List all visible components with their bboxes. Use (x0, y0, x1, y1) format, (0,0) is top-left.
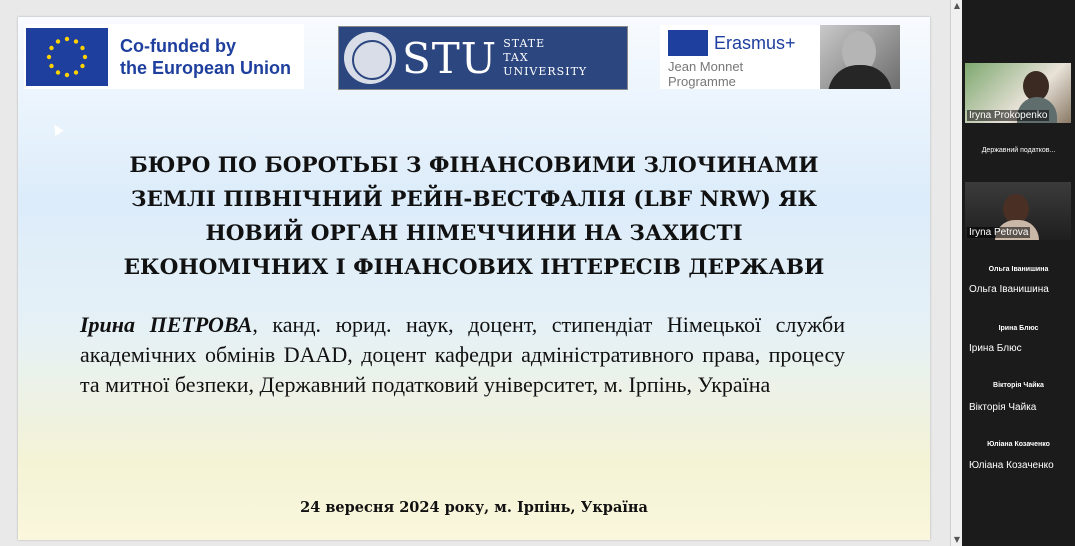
eu-flag-small-icon (668, 30, 708, 56)
participant-name[interactable]: Ольга Іванишина (969, 284, 1049, 295)
erasmus-line2: Programme (668, 74, 736, 89)
jean-monnet-portrait (820, 25, 900, 89)
participant-name: Iryna Petrova (969, 227, 1029, 238)
presentation-slide (18, 17, 930, 540)
author-details: , канд. юрид. наук, доцент, стипендіат Німецької служби академічних обмінів DAAD, доцент кафедри адміністративного права, процесу та митної безпеки, Державний податковий університет, м. Ірпінь, Україна (80, 312, 846, 397)
erasmus-logo (660, 25, 900, 89)
stu-line2: TAX (503, 51, 529, 64)
erasmus-line1: Jean Monnet (668, 59, 744, 74)
eu-logo-line2: the European Union (120, 57, 291, 78)
participant-small-label: Юліана Козаченко (987, 441, 1050, 448)
stu-line1: STATE (503, 37, 546, 50)
title-line-1: БЮРО ПО БОРОТЬБІ З ФІНАНСОВИМИ ЗЛОЧИНАМИ (129, 153, 819, 178)
slide-title (78, 149, 870, 285)
author-block (80, 310, 845, 400)
title-line-2: ЗЕМЛІ ПІВНІЧНИЙ РЕЙН-ВЕСТФАЛІЯ (LBF NRW) ЯК (131, 187, 817, 212)
erasmus-title: Erasmus+ (714, 33, 796, 53)
eu-cofunded-logo (24, 24, 304, 89)
participant-tile-prokopenko[interactable] (965, 63, 1071, 123)
scroll-up-icon[interactable]: ▲ (953, 1, 961, 10)
participant-name[interactable]: Ірина Блюс (969, 343, 1022, 354)
title-line-4: ЕКОНОМІЧНИХ І ФІНАНСОВИХ ІНТЕРЕСІВ ДЕРЖАВИ (123, 255, 825, 280)
participant-small-label: Ольга Іванишина (988, 266, 1049, 273)
stu-seal-icon (344, 32, 396, 84)
participant-name[interactable]: Юліана Козаченко (969, 460, 1054, 471)
author-name: Ірина ПЕТРОВА (80, 312, 253, 337)
scroll-down-icon[interactable]: ▼ (953, 535, 961, 544)
date-location: 24 вересня 2024 року, м. Ірпінь, Україна (300, 499, 648, 516)
eu-flag-icon (26, 28, 108, 86)
title-line-3: НОВИЙ ОРГАН НІМЕЧЧИНИ НА ЗАХИСТІ (205, 221, 743, 246)
stu-logo (338, 26, 628, 90)
participant-subtitle: Державний податков... (981, 147, 1056, 154)
stu-line3: UNIVERSITY (503, 65, 588, 78)
participant-name: Iryna Prokopenko (969, 110, 1048, 121)
participant-small-label: Ірина Блюс (998, 325, 1039, 332)
participant-small-label: Вікторія Чайка (993, 382, 1044, 389)
participant-name[interactable]: Вікторія Чайка (969, 402, 1037, 413)
participant-tile-petrova[interactable] (965, 182, 1071, 240)
stu-letters: STU (402, 33, 498, 83)
participants-panel (962, 0, 1075, 546)
eu-logo-line1: Co-funded by (120, 35, 236, 56)
